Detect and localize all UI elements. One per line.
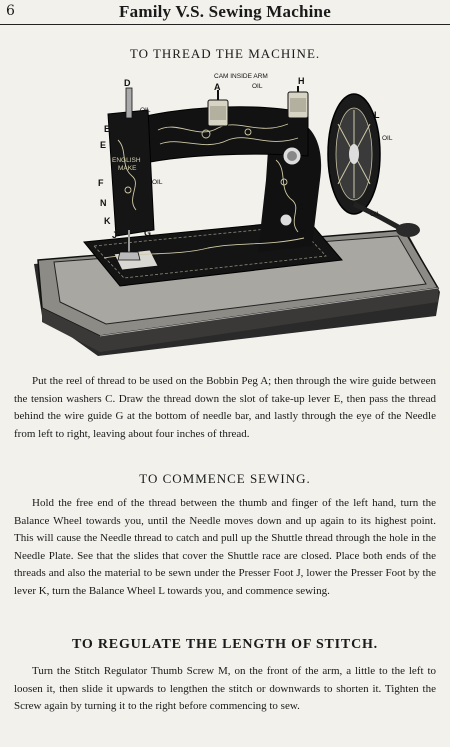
section-title-thread: TO THREAD THE MACHINE. [129, 46, 321, 61]
label-a: A [214, 82, 221, 92]
label-oil-top: OIL [168, 121, 179, 128]
sewing-instructions: Hold the free end of the thread between the thumb and finger of the left hand, turn the Balance Wheel towards you, until the Needle moves down and up again to its highest point. This will cause the Needle thread to catch and pull up the Shuttle thread through the hole in the Needle Plate. See that the slides that cover the Shuttle race are closed. Place both ends of the threads and also the material to be sewn under the Presser Foot J, lower the Presser Foot by the lever K, turn the Balance Wheel L towards you, and commence sewing. [14, 497, 436, 597]
page-number: 6 [6, 3, 15, 19]
label-make: MAKE [118, 165, 137, 172]
section-title-stitch: TO REGULATE THE LENGTH OF STITCH. [72, 637, 378, 652]
label-english: ENGLISH [112, 157, 141, 164]
label-oil-crank: OIL [370, 211, 381, 218]
label-b: B [104, 124, 111, 134]
header-rule [0, 24, 450, 25]
label-h: H [298, 76, 305, 86]
label-n: N [100, 198, 107, 208]
label-k: K [104, 216, 111, 226]
label-oil-head: OIL [140, 107, 151, 114]
stitch-instructions: Turn the Stitch Regulator Thumb Screw M, on the front of the arm, a little to the left to loosen it, then slide it upwards to lengthen the stitch or downwards to shorten it. Tighten the Screw again by turning it to the right before commencing to sew. [14, 665, 436, 713]
thread-instructions: Put the reel of thread to be used on the Bobbin Peg A; then through the wire guide between the tension washers C. Draw the thread down the slot of take-up lever E, then pass the thread behind the wire guide G at the bottom of needle bar, and lastly through the eye of the Needle from left to right, leaving about four inches of thread. [14, 375, 436, 440]
label-oil-wheel: OIL [382, 135, 393, 142]
label-j: J [112, 230, 118, 240]
label-d: D [124, 78, 131, 88]
label-cam-inside-arm: CAM INSIDE ARM [214, 73, 268, 80]
sewing-machine-illustration [8, 70, 444, 362]
label-c: C [298, 202, 305, 212]
page-header [0, 0, 450, 24]
label-f: F [98, 178, 104, 188]
label-m: M [298, 226, 306, 236]
label-g: G [144, 228, 152, 238]
label-oil-f: OIL [152, 179, 163, 186]
label-e: E [100, 140, 107, 150]
label-l: L [374, 110, 380, 120]
label-oil-arm: OIL [252, 83, 263, 90]
section-title-sewing: TO COMMENCE SEWING. [139, 471, 311, 486]
running-title: Family V.S. Sewing Machine [119, 2, 331, 21]
